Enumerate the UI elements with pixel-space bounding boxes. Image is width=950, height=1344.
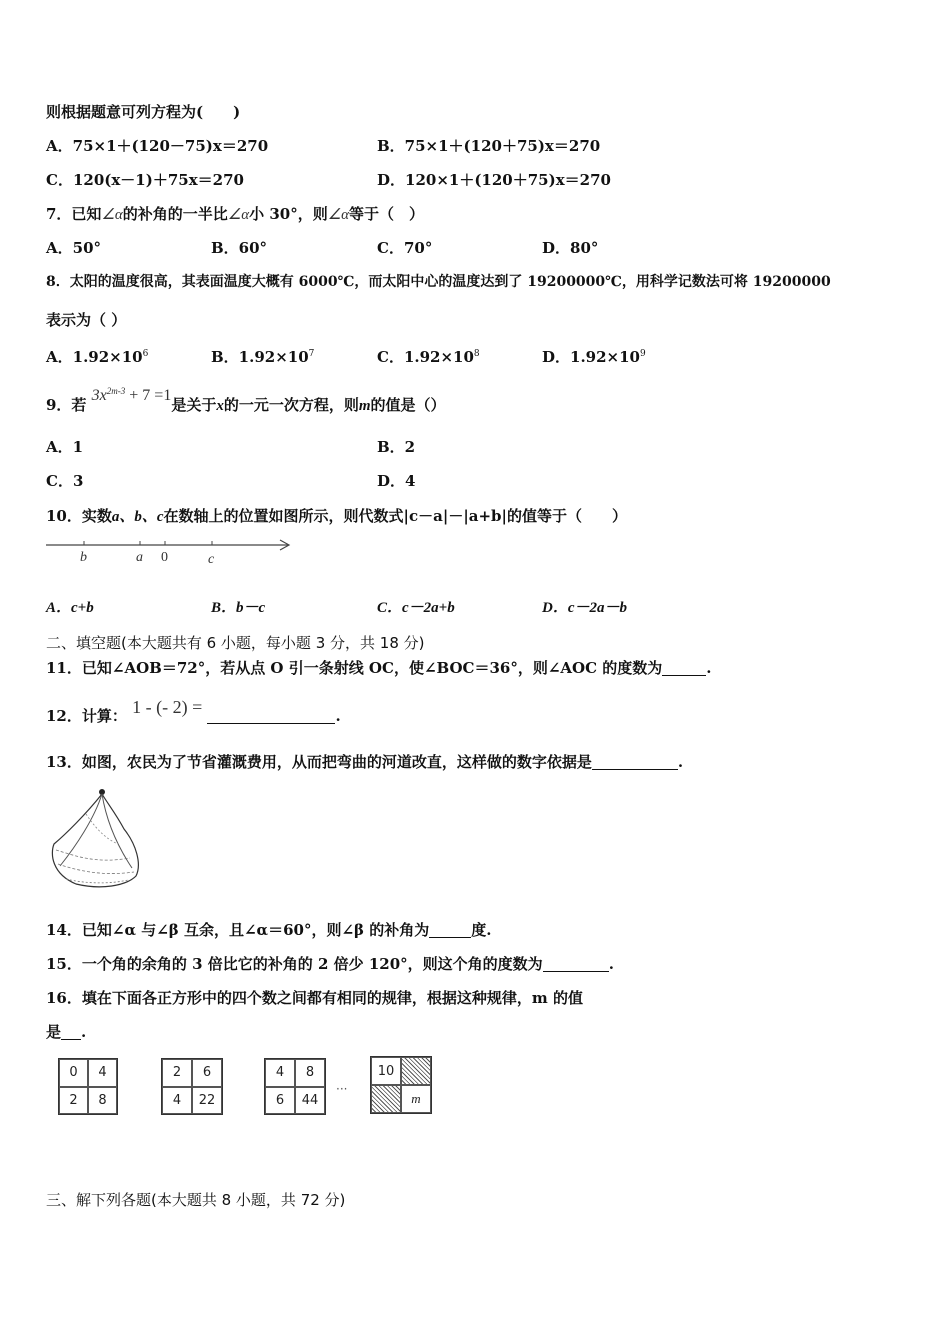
section-3-title: 三、解下列各题(本大题共 8 小题，共 72 分) — [46, 1191, 346, 1209]
q11-blank — [662, 661, 706, 676]
q7-option-b: B．60° — [211, 239, 268, 257]
q8-option-a: A．$1.92\times 10^6$ — [46, 348, 149, 366]
q10-option-b: B．b－c — [211, 600, 266, 616]
q9-equation: $3x^{2m-3} + 7 =1$ — [91, 386, 172, 404]
q7-option-c: C．70° — [377, 239, 433, 257]
q7-end: 等于（ ） — [349, 205, 425, 223]
q6-option-b: B．75×1＋(120＋75)x＝270 — [377, 137, 601, 155]
q8-option-d: D．$1.92\times 10^9$ — [542, 348, 646, 366]
square-2-top-right: 6 — [192, 1059, 222, 1087]
q8-line-1: 8．太阳的温度很高，其表面温度大概有 6000℃，而太阳中心的温度达到了 19200000℃，用科学记数法可将 19200000 — [46, 274, 831, 290]
square-3-bottom-right: 44 — [295, 1087, 325, 1115]
pattern-square-4 — [370, 1056, 432, 1114]
q9-option-c: C．3 — [46, 472, 84, 490]
q10-option-a: A．c+b — [46, 600, 94, 616]
q8-option-b: B．$1.92\times 10^7$ — [211, 348, 315, 366]
axis-label-c: c — [208, 552, 215, 566]
section-2-title: 二、填空题(本大题共有 6 小题，每小题 3 分，共 18 分) — [46, 634, 425, 652]
q7-alpha-1: ∠α — [101, 207, 123, 223]
q6-stem: 则根据题意可列方程为( ) — [46, 103, 241, 121]
q6-option-c: C．120(x－1)＋75x＝270 — [46, 171, 244, 189]
q7-option-a: A．50° — [46, 239, 102, 257]
q9-option-a: A．1 — [46, 438, 84, 456]
q9-stem: 9．若 $3x^{2m-3} + 7 =1$是关于x的一元一次方程，则m的值是（） — [46, 386, 446, 414]
square-4-bottom-right-m: m — [401, 1085, 431, 1113]
q10-option-c: C．c－2a+b — [377, 600, 455, 616]
q10-option-d: D．c－2a－b — [542, 600, 627, 616]
q10-stem: 10．实数a、b、c在数轴上的位置如图所示，则代数式|c－a|－|a+b|的值等于（ ） — [46, 507, 628, 525]
square-1-top-right: 4 — [88, 1059, 117, 1087]
q14-stem: 14．已知∠α 与∠β 互余，且∠α＝60°，则∠β 的补角为 度. — [46, 921, 492, 939]
q7-alpha-2: ∠α — [227, 207, 250, 223]
square-1-bottom-right: 8 — [88, 1087, 117, 1115]
square-4-top-right-hatched — [401, 1057, 431, 1085]
square-3-top-left: 4 — [265, 1059, 295, 1087]
axis-label-0: 0 — [161, 550, 168, 565]
q9-option-b: B．2 — [377, 438, 416, 456]
square-1-bottom-left: 2 — [59, 1087, 88, 1115]
q16-blank — [61, 1025, 81, 1040]
axis-label-b: b — [80, 550, 87, 565]
square-4-top-left: 10 — [371, 1057, 401, 1085]
square-2-bottom-right: 22 — [192, 1087, 222, 1115]
q9-number: 9．若 — [46, 396, 87, 414]
q15-blank — [543, 957, 609, 972]
q7-option-d: D．80° — [542, 239, 599, 257]
square-2-bottom-left: 4 — [162, 1087, 192, 1115]
pattern-square-3 — [264, 1058, 326, 1115]
square-2-top-left: 2 — [162, 1059, 192, 1087]
number-line-figure — [44, 534, 294, 566]
q12-expression: 1 - (- 2) = — [132, 697, 203, 717]
q12-stem: 12．计算： 1 - (- 2) = . — [46, 697, 341, 725]
q14-blank — [429, 923, 471, 938]
pattern-square-2 — [161, 1058, 223, 1115]
q7-alpha-3: ∠α — [327, 207, 350, 223]
river-figure — [46, 784, 142, 894]
q15-stem: 15．一个角的余角的 3 倍比它的补角的 2 倍少 120°，则这个角的度数为 . — [46, 955, 614, 973]
q6-option-d: D．120×1＋(120＋75)x＝270 — [377, 171, 611, 189]
q7-stem — [46, 204, 424, 225]
pattern-square-1 — [58, 1058, 118, 1115]
q8-option-c: C．$1.92\times 10^8$ — [377, 348, 480, 366]
square-3-bottom-left: 6 — [265, 1087, 295, 1115]
q7-tail: 小 30°，则 — [249, 205, 328, 223]
square-3-top-right: 8 — [295, 1059, 325, 1087]
axis-label-a: a — [136, 550, 143, 565]
q13-stem: 13．如图，农民为了节省灌溉费用，从而把弯曲的河道改直，这样做的数字依据是 . — [46, 753, 684, 771]
q8-line-2: 表示为（ ） — [46, 311, 127, 329]
square-4-bottom-left-hatched — [371, 1085, 401, 1113]
q6-option-a: A．75×1＋(120－75)x＝270 — [46, 137, 269, 155]
q13-blank — [592, 755, 678, 770]
q9-option-d: D．4 — [377, 472, 416, 490]
q7-number: 7．已知 — [46, 205, 102, 223]
q11-stem: 11．已知∠AOB＝72°，若从点 O 引一条射线 OC，使∠BOC＝36°，则∠AOC 的度数为 . — [46, 659, 712, 677]
q7-mid: 的补角的一半比 — [122, 205, 228, 223]
pattern-ellipsis: ··· — [336, 1082, 348, 1096]
q16-line-1: 16．填在下面各正方形中的四个数之间都有相同的规律，根据这种规律，m 的值 — [46, 989, 583, 1007]
q12-blank — [207, 709, 335, 724]
square-1-top-left: 0 — [59, 1059, 88, 1087]
q10-vars: a、b、c — [111, 509, 164, 525]
q16-line-2: 是 . — [46, 1023, 87, 1041]
